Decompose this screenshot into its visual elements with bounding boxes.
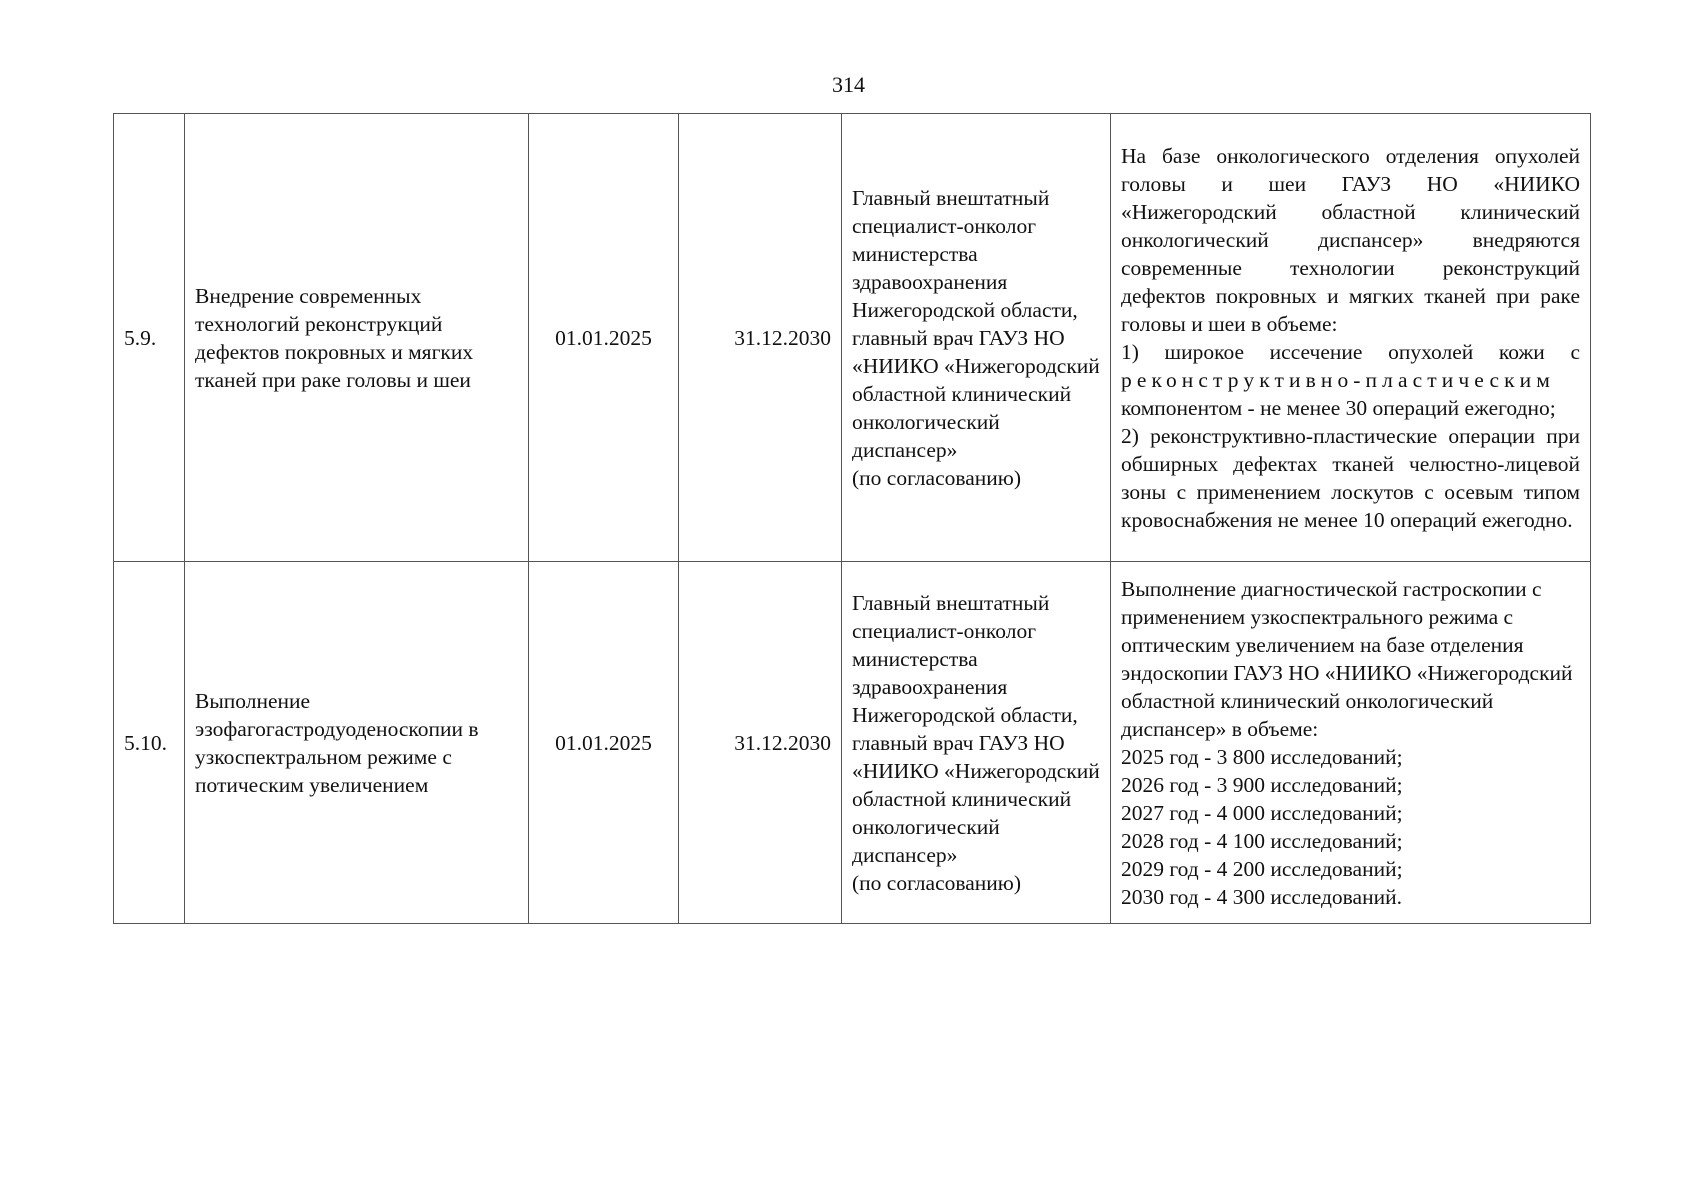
- responsible-executor: Главный внештатный специалист-онколог министерства здравоохранения Нижегородской области, главный врач ГАУЗ НО «НИИКО «Нижегородский областной клинический онкологический диспансер» (по согласованию): [842, 562, 1111, 924]
- result-year-line: 2028 год - 4 100 исследований;: [1121, 828, 1403, 853]
- table-row: [114, 562, 1591, 924]
- result-year-line: 2027 год - 4 000 исследований;: [1121, 800, 1403, 825]
- result-item-1-end: компонентом - не менее 30 операций ежегодно;: [1121, 395, 1556, 420]
- result-intro: На базе онкологического отделения опухолей головы и шеи ГАУЗ НО «НИИКО «Нижегородский областной клинический онкологический диспансер» внедряются современные технологии реконструкций дефектов покровных и мягких тканей при раке головы и шеи в объеме:: [1121, 143, 1580, 336]
- end-date: 31.12.2030: [679, 562, 842, 924]
- result-item-1-sparse: реконструктивно-пластическим: [1121, 367, 1555, 392]
- row-number: 5.9.: [114, 114, 185, 562]
- result-item-2: 2) реконструктивно-пластические операции при обширных дефектах тканей челюстно-лицевой зоны с применением лоскутов с осевым типом кровоснабжения не менее 10 операций ежегодно.: [1121, 423, 1580, 532]
- result-year-line: 2030 год - 4 300 исследований.: [1121, 884, 1402, 909]
- responsible-executor: Главный внештатный специалист-онколог министерства здравоохранения Нижегородской области, главный врач ГАУЗ НО «НИИКО «Нижегородский областной клинический онкологический диспансер» (по согласованию): [842, 114, 1111, 562]
- end-date: 31.12.2030: [679, 114, 842, 562]
- row-number: 5.10.: [114, 562, 185, 924]
- activity-table: [113, 113, 1591, 924]
- expected-result: [1111, 562, 1591, 924]
- activity-name: Внедрение современных технологий реконструкций дефектов покровных и мягких тканей при раке головы и шеи: [185, 114, 529, 562]
- result-year-line: 2029 год - 4 200 исследований;: [1121, 856, 1403, 881]
- table-row: [114, 114, 1591, 562]
- result-year-line: 2026 год - 3 900 исследований;: [1121, 772, 1403, 797]
- result-item-1-start: 1) широкое иссечение опухолей кожи с: [1121, 339, 1580, 364]
- result-year-line: 2025 год - 3 800 исследований;: [1121, 744, 1403, 769]
- activity-name: Выполнение эзофагогастродуоденоскопии в узкоспектральном режиме с потическим увеличением: [185, 562, 529, 924]
- start-date: 01.01.2025: [529, 562, 679, 924]
- result-intro: Выполнение диагностической гастроскопии с применением узкоспектрального режима с оптическим увеличением на базе отделения эндоскопии ГАУЗ НО «НИИКО «Нижегородский областной клинический онкологический диспансер» в объеме:: [1121, 576, 1573, 741]
- expected-result: [1111, 114, 1591, 562]
- page-number: 314: [832, 72, 865, 97]
- start-date: 01.01.2025: [529, 114, 679, 562]
